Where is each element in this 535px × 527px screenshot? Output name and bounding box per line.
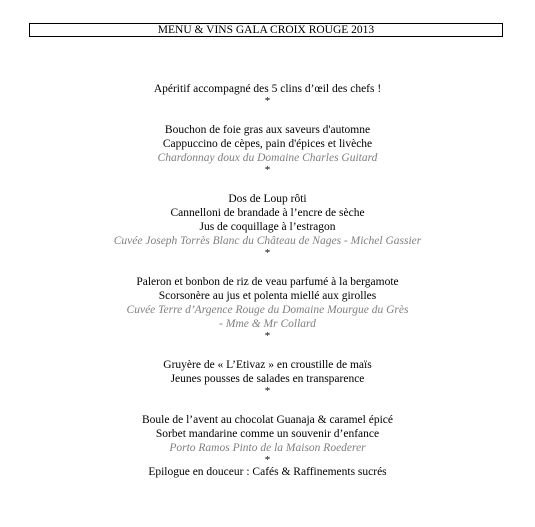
closing-line: Epilogue en douceur : Cafés & Raffinements sucrés [148,466,387,478]
course-meat [0,275,535,341]
course-separator: * [264,454,271,466]
dish-line: Paleron et bonbon de riz de veau parfumé à la bergamote [136,276,399,288]
menu-title: MENU & VINS GALA CROIX ROUGE 2013 [157,24,375,36]
dish-line: Dos de Loup rôti [228,193,307,205]
course-separator: * [264,385,271,397]
course-dessert [0,413,535,465]
course-separator: * [264,95,271,107]
dish-line: Jeunes pousses de salades en transparence [170,373,365,385]
wine-line: Porto Ramos Pinto de la Maison Roederer [169,442,366,454]
menu-body [0,82,535,479]
dish-line: Bouchon de foie gras aux saveurs d'automne [164,124,371,136]
course-separator: * [264,330,271,342]
dish-line: Gruyère de « L’Etivaz » en croustille de maïs [163,359,372,371]
menu-title-box [29,23,503,37]
dish-line: Scorsonère au jus et polenta miellé aux girolles [158,290,377,302]
course-separator: * [264,164,271,176]
dish-line: Apéritif accompagné des 5 clins d’œil des chefs ! [153,83,382,95]
wine-line: Chardonnay doux du Domaine Charles Guitard [157,152,378,164]
dish-line: Sorbet mandarine comme un souvenir d’enfance [155,428,380,440]
wine-line: Cuvée Joseph Torrès Blanc du Château de Nages - Michel Gassier [113,235,422,247]
course-cheese [0,358,535,396]
dish-line: Cannelloni de brandade à l’encre de sèche [170,207,365,219]
course-starter [0,123,535,175]
course-aperitif [0,82,535,106]
wine-line: Cuvée Terre d’Argence Rouge du Domaine Mourgue du Grès [126,304,409,316]
course-separator: * [264,247,271,259]
course-fish [0,192,535,258]
dish-line: Boule de l’avent au chocolat Guanaja & caramel épicé [142,414,393,426]
wine-line: - Mme & Mr Collard [219,318,316,330]
dish-line: Jus de coquillage à l’estragon [199,221,336,233]
dish-line: Cappuccino de cèpes, pain d'épices et livèche [162,138,373,150]
